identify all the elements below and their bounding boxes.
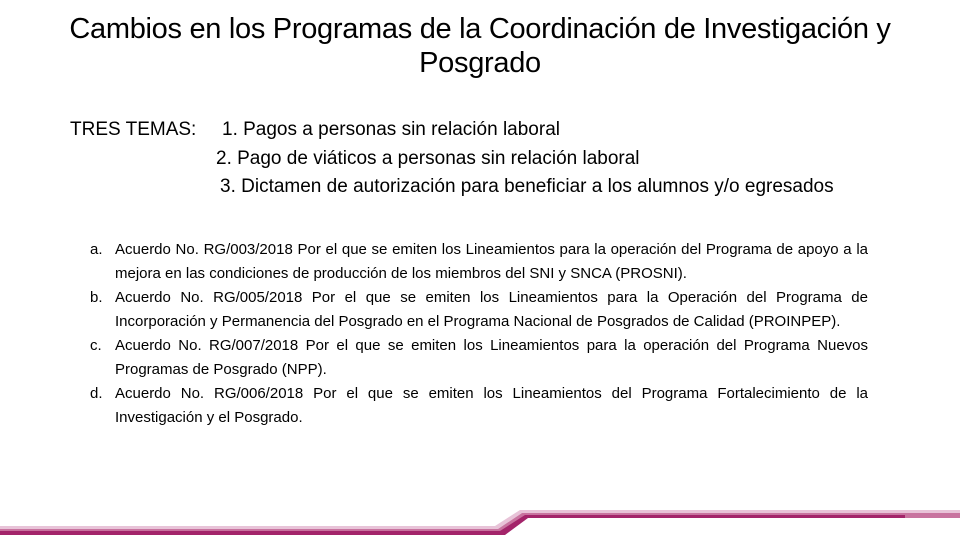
program-name: NPP [286, 361, 318, 378]
theme-row-3 [70, 173, 940, 202]
program-name: PROINPEP [753, 313, 832, 330]
agreement-text-end: ). [831, 313, 841, 330]
theme-row-2 [70, 145, 940, 174]
agreement-text: Acuerdo No. RG/003/2018 Por el que se emiten los Lineamientos para la operación del Programa de apoyo a la mejora en las condiciones de producción de los miembros del SNI y SNCA ( [115, 241, 868, 282]
footer-band-light [0, 510, 960, 529]
theme-item-2: 2. Pago de viáticos a personas sin relación laboral [216, 147, 640, 169]
list-item [90, 238, 868, 286]
theme-row-1 [70, 116, 940, 145]
slide-title: Cambios en los Programas de la Coordinación de Investigación y Posgrado [69, 13, 891, 79]
list-item [90, 334, 868, 382]
themes-block [70, 116, 940, 202]
agreement-text-end: ). [317, 361, 327, 378]
agreement-text-end: ). [677, 265, 687, 282]
agreements-list [90, 238, 868, 430]
themes-label: TRES TEMAS: [70, 119, 197, 140]
list-marker: d. [90, 385, 103, 402]
theme-item-1: 1. Pagos a personas sin relación laboral [222, 119, 560, 140]
agreement-text: Acuerdo No. RG/006/2018 Por el que se emiten los Lineamientos del Programa [115, 385, 718, 402]
agreement-text: Acuerdo No. RG/007/2018 Por el que se emiten los Lineamientos para la operación del Programa Nuevos Programas de Posgrado ( [115, 337, 868, 378]
list-marker: b. [90, 289, 103, 306]
list-item [90, 382, 868, 430]
list-item [90, 286, 868, 334]
footer-decoration [0, 496, 960, 540]
footer-band-dark [0, 515, 905, 535]
program-name: PROSNI [620, 265, 678, 282]
agreement-text-end: . [298, 409, 303, 426]
theme-item-3: 3. Dictamen de autorización para beneficiar a los alumnos y/o egresados [220, 176, 834, 197]
program-name: Fortalecimiento de la Investigación y el Posgrado [115, 385, 869, 426]
agreement-text: Acuerdo No. RG/005/2018 Por el que se emiten los Lineamientos para la Operación del Programa de Incorporación y Permanencia del Posgrado en el Programa Nacional de Posgrados de Calidad ( [115, 289, 868, 330]
list-marker: c. [90, 337, 102, 354]
list-marker: a. [90, 241, 103, 258]
